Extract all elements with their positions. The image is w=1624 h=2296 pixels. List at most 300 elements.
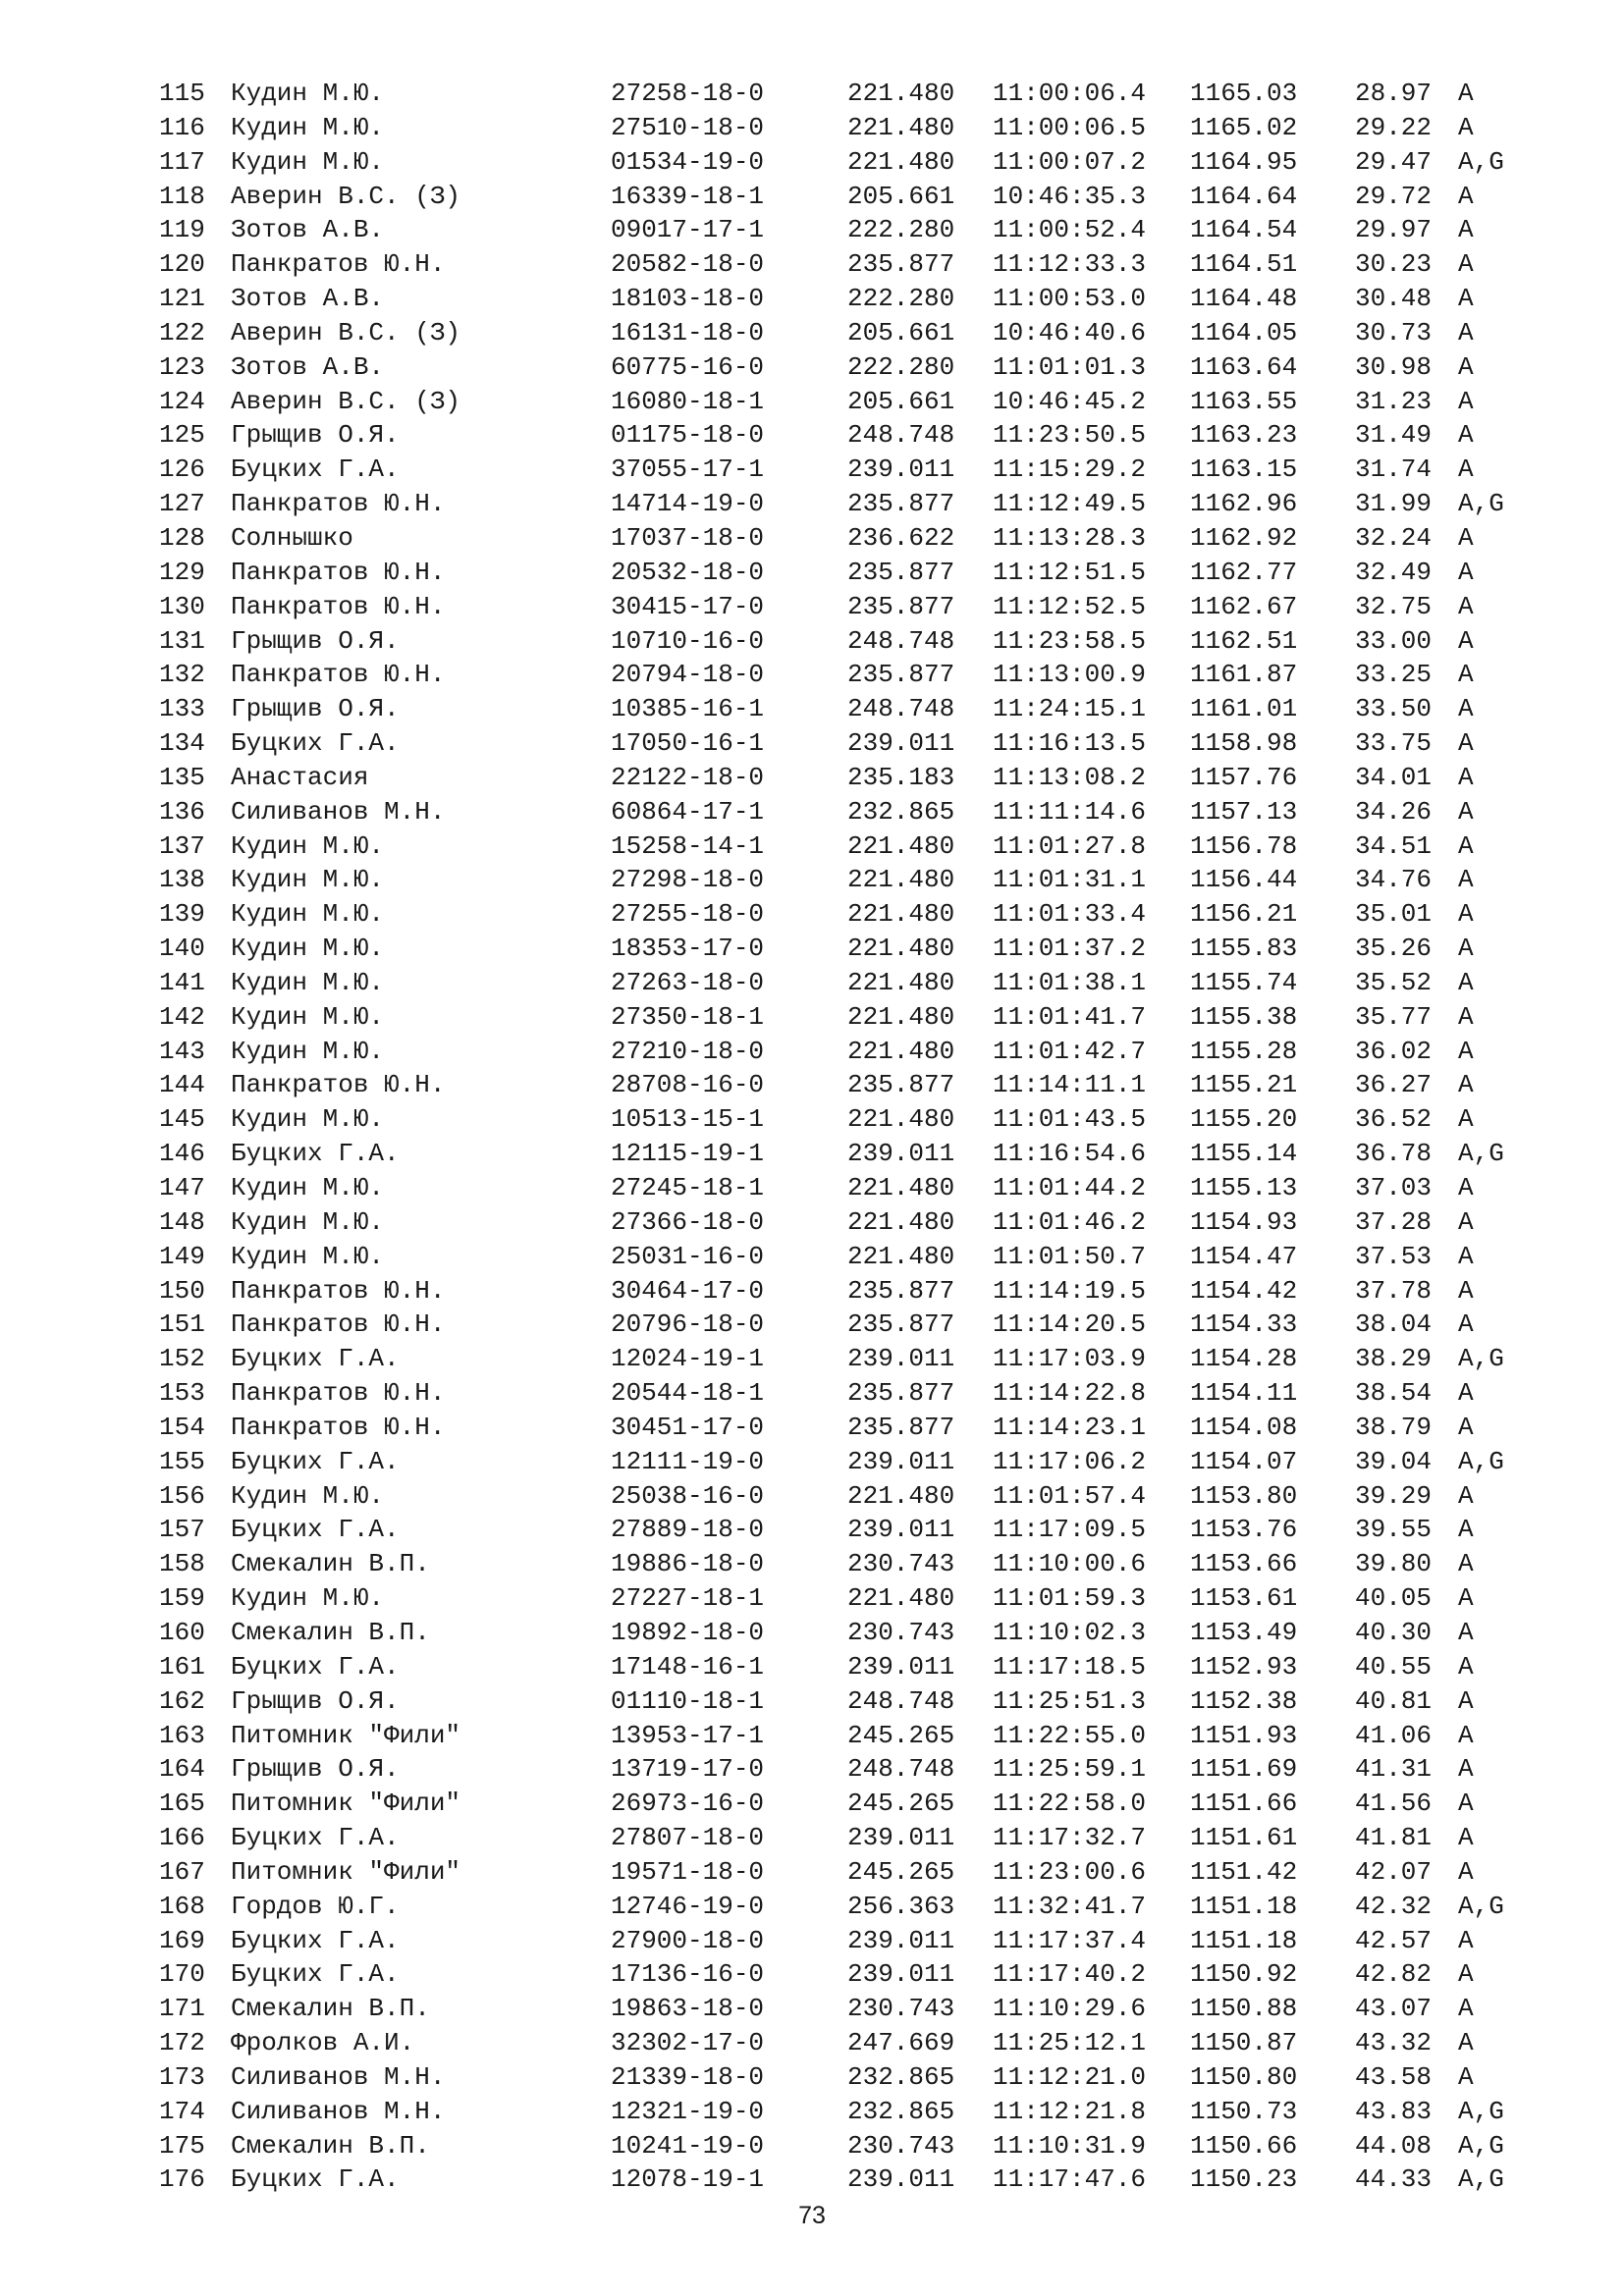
distance: 235.877 [847, 249, 955, 280]
arrival-time: 11:00:53.0 [993, 284, 1147, 314]
ring-number: 27227-18-1 [611, 1583, 765, 1614]
speed: 1150.73 [1190, 2096, 1298, 2126]
flags: A [1458, 1823, 1474, 1853]
place-number: 122 [159, 317, 205, 347]
arrival-time: 11:17:03.9 [993, 1344, 1147, 1374]
fancier-name: Панкратов Ю.Н. [231, 1070, 446, 1100]
speed: 1154.42 [1190, 1275, 1298, 1306]
speed: 1150.92 [1190, 1959, 1298, 1990]
points: 34.26 [1355, 796, 1433, 827]
place-number: 116 [159, 112, 205, 142]
arrival-time: 11:14:19.5 [993, 1275, 1147, 1306]
distance: 248.748 [847, 625, 955, 656]
speed: 1156.44 [1190, 865, 1298, 895]
ring-number: 17050-16-1 [611, 728, 765, 759]
speed: 1163.15 [1190, 454, 1298, 485]
fancier-name: Грыщив О.Я. [231, 694, 400, 724]
points: 38.54 [1355, 1378, 1433, 1409]
distance: 239.011 [847, 1344, 955, 1374]
speed: 1152.93 [1190, 1651, 1298, 1682]
table-row [0, 282, 1624, 316]
distance: 235.877 [847, 557, 955, 587]
table-row [0, 521, 1624, 556]
speed: 1164.51 [1190, 249, 1298, 280]
distance: 221.480 [847, 146, 955, 177]
table-row [0, 418, 1624, 453]
points: 42.07 [1355, 1856, 1433, 1887]
table-row [0, 1479, 1624, 1514]
arrival-time: 11:17:09.5 [993, 1515, 1147, 1545]
table-row [0, 1000, 1624, 1035]
speed: 1151.61 [1190, 1823, 1298, 1853]
arrival-time: 11:00:52.4 [993, 215, 1147, 245]
speed: 1154.28 [1190, 1344, 1298, 1374]
fancier-name: Кудин М.Ю. [231, 934, 385, 964]
distance: 248.748 [847, 1685, 955, 1716]
arrival-time: 11:22:58.0 [993, 1789, 1147, 1819]
points: 29.22 [1355, 112, 1433, 142]
arrival-time: 11:10:29.6 [993, 1994, 1147, 2024]
flags: A [1458, 967, 1474, 997]
points: 44.08 [1355, 2130, 1433, 2161]
flags: A,G [1458, 146, 1504, 177]
arrival-time: 10:46:45.2 [993, 386, 1147, 416]
ring-number: 25031-16-0 [611, 1241, 765, 1271]
speed: 1154.07 [1190, 1446, 1298, 1476]
flags: A [1458, 694, 1474, 724]
points: 38.79 [1355, 1412, 1433, 1442]
distance: 232.865 [847, 2096, 955, 2126]
table-row [0, 1890, 1624, 1924]
place-number: 121 [159, 284, 205, 314]
flags: A [1458, 1720, 1474, 1750]
place-number: 151 [159, 1309, 205, 1340]
speed: 1153.49 [1190, 1617, 1298, 1647]
place-number: 123 [159, 351, 205, 382]
place-number: 136 [159, 796, 205, 827]
ring-number: 27255-18-0 [611, 899, 765, 930]
distance: 245.265 [847, 1856, 955, 1887]
fancier-name: Грыщив О.Я. [231, 1754, 400, 1785]
place-number: 133 [159, 694, 205, 724]
fancier-name: Кудин М.Ю. [231, 830, 385, 861]
table-row [0, 1719, 1624, 1753]
table-row [0, 1035, 1624, 1069]
speed: 1156.78 [1190, 830, 1298, 861]
place-number: 120 [159, 249, 205, 280]
ring-number: 12024-19-1 [611, 1344, 765, 1374]
speed: 1154.93 [1190, 1206, 1298, 1237]
distance: 205.661 [847, 181, 955, 211]
ring-number: 20582-18-0 [611, 249, 765, 280]
distance: 221.480 [847, 1173, 955, 1202]
table-row [0, 2129, 1624, 2163]
distance: 221.480 [847, 967, 955, 997]
fancier-name: Смекалин В.П. [231, 1549, 430, 1579]
speed: 1155.13 [1190, 1173, 1298, 1202]
place-number: 172 [159, 2028, 205, 2058]
distance: 235.877 [847, 591, 955, 621]
ring-number: 27807-18-0 [611, 1823, 765, 1853]
fancier-name: Кудин М.Ю. [231, 1480, 385, 1511]
speed: 1153.80 [1190, 1480, 1298, 1511]
table-row [0, 1957, 1624, 1992]
table-row [0, 1924, 1624, 1958]
distance: 239.011 [847, 1925, 955, 1955]
points: 39.55 [1355, 1515, 1433, 1545]
points: 31.74 [1355, 454, 1433, 485]
flags: A [1458, 1173, 1474, 1202]
ring-number: 27298-18-0 [611, 865, 765, 895]
fancier-name: Солнышко [231, 522, 353, 553]
place-number: 144 [159, 1070, 205, 1100]
flags: A [1458, 660, 1474, 690]
arrival-time: 11:15:29.2 [993, 454, 1147, 485]
speed: 1162.92 [1190, 522, 1298, 553]
speed: 1150.88 [1190, 1994, 1298, 2024]
flags: A [1458, 1275, 1474, 1306]
flags: A [1458, 351, 1474, 382]
table-row [0, 2163, 1624, 2197]
ring-number: 20794-18-0 [611, 660, 765, 690]
table-row [0, 2060, 1624, 2095]
points: 36.27 [1355, 1070, 1433, 1100]
flags: A [1458, 1241, 1474, 1271]
flags: A [1458, 1070, 1474, 1100]
speed: 1162.96 [1190, 489, 1298, 519]
fancier-name: Анастасия [231, 762, 369, 792]
distance: 235.877 [847, 1275, 955, 1306]
points: 31.99 [1355, 489, 1433, 519]
arrival-time: 11:01:43.5 [993, 1104, 1147, 1135]
ring-number: 27366-18-0 [611, 1206, 765, 1237]
flags: A [1458, 522, 1474, 553]
flags: A [1458, 1412, 1474, 1442]
ring-number: 21339-18-0 [611, 2061, 765, 2092]
arrival-time: 11:01:41.7 [993, 1001, 1147, 1032]
fancier-name: Силиванов М.Н. [231, 796, 446, 827]
speed: 1161.87 [1190, 660, 1298, 690]
place-number: 164 [159, 1754, 205, 1785]
page-number: 73 [798, 2202, 826, 2229]
distance: 205.661 [847, 317, 955, 347]
flags: A [1458, 1651, 1474, 1682]
distance: 232.865 [847, 2061, 955, 2092]
table-row [0, 1684, 1624, 1719]
points: 29.72 [1355, 181, 1433, 211]
arrival-time: 11:16:13.5 [993, 728, 1147, 759]
table-row [0, 658, 1624, 692]
fancier-name: Кудин М.Ю. [231, 146, 385, 177]
table-row [0, 726, 1624, 761]
fancier-name: Панкратов Ю.Н. [231, 1378, 446, 1409]
points: 39.04 [1355, 1446, 1433, 1476]
distance: 235.877 [847, 489, 955, 519]
flags: A,G [1458, 489, 1504, 519]
fancier-name: Смекалин В.П. [231, 1994, 430, 2024]
arrival-time: 11:17:18.5 [993, 1651, 1147, 1682]
fancier-name: Фролков А.И. [231, 2028, 415, 2058]
flags: A [1458, 1959, 1474, 1990]
fancier-name: Аверин В.С. (З) [231, 181, 461, 211]
distance: 235.877 [847, 1070, 955, 1100]
points: 35.01 [1355, 899, 1433, 930]
speed: 1152.38 [1190, 1685, 1298, 1716]
flags: A [1458, 1856, 1474, 1887]
distance: 245.265 [847, 1789, 955, 1819]
fancier-name: Смекалин В.П. [231, 2130, 430, 2161]
points: 40.30 [1355, 1617, 1433, 1647]
place-number: 139 [159, 899, 205, 930]
arrival-time: 11:10:00.6 [993, 1549, 1147, 1579]
table-row [0, 1308, 1624, 1342]
points: 40.05 [1355, 1583, 1433, 1614]
ring-number: 16080-18-1 [611, 386, 765, 416]
arrival-time: 11:23:58.5 [993, 625, 1147, 656]
arrival-time: 11:17:37.4 [993, 1925, 1147, 1955]
points: 41.31 [1355, 1754, 1433, 1785]
distance: 239.011 [847, 1959, 955, 1990]
table-row [0, 1992, 1624, 2026]
place-number: 169 [159, 1925, 205, 1955]
points: 32.75 [1355, 591, 1433, 621]
flags: A [1458, 2061, 1474, 2092]
place-number: 171 [159, 1994, 205, 2024]
points: 34.01 [1355, 762, 1433, 792]
points: 36.52 [1355, 1104, 1433, 1135]
distance: 256.363 [847, 1891, 955, 1921]
arrival-time: 11:24:15.1 [993, 694, 1147, 724]
place-number: 146 [159, 1139, 205, 1169]
fancier-name: Питомник "Фили" [231, 1789, 461, 1819]
points: 32.49 [1355, 557, 1433, 587]
fancier-name: Кудин М.Ю. [231, 865, 385, 895]
ring-number: 19886-18-0 [611, 1549, 765, 1579]
place-number: 153 [159, 1378, 205, 1409]
points: 40.81 [1355, 1685, 1433, 1716]
ring-number: 28708-16-0 [611, 1070, 765, 1100]
flags: A [1458, 728, 1474, 759]
arrival-time: 11:17:40.2 [993, 1959, 1147, 1990]
flags: A,G [1458, 1891, 1504, 1921]
arrival-time: 11:00:06.5 [993, 112, 1147, 142]
speed: 1165.02 [1190, 112, 1298, 142]
speed: 1164.05 [1190, 317, 1298, 347]
speed: 1161.01 [1190, 694, 1298, 724]
place-number: 149 [159, 1241, 205, 1271]
flags: A [1458, 1515, 1474, 1545]
place-number: 154 [159, 1412, 205, 1442]
table-row [0, 1411, 1624, 1445]
distance: 221.480 [847, 934, 955, 964]
table-row [0, 453, 1624, 487]
ring-number: 19863-18-0 [611, 1994, 765, 2024]
speed: 1156.21 [1190, 899, 1298, 930]
points: 29.47 [1355, 146, 1433, 177]
ring-number: 20544-18-1 [611, 1378, 765, 1409]
ring-number: 27510-18-0 [611, 112, 765, 142]
speed: 1163.55 [1190, 386, 1298, 416]
ring-number: 17136-16-0 [611, 1959, 765, 1990]
fancier-name: Буцких Г.А. [231, 1925, 400, 1955]
ring-number: 30415-17-0 [611, 591, 765, 621]
table-row [0, 2026, 1624, 2060]
arrival-time: 11:13:08.2 [993, 762, 1147, 792]
speed: 1150.66 [1190, 2130, 1298, 2161]
points: 42.82 [1355, 1959, 1433, 1990]
place-number: 119 [159, 215, 205, 245]
ring-number: 09017-17-1 [611, 215, 765, 245]
speed: 1164.95 [1190, 146, 1298, 177]
place-number: 152 [159, 1344, 205, 1374]
place-number: 159 [159, 1583, 205, 1614]
flags: A,G [1458, 1344, 1504, 1374]
ring-number: 27350-18-1 [611, 1001, 765, 1032]
arrival-time: 11:01:44.2 [993, 1173, 1147, 1202]
distance: 235.183 [847, 762, 955, 792]
points: 33.50 [1355, 694, 1433, 724]
ring-number: 27245-18-1 [611, 1173, 765, 1202]
place-number: 134 [159, 728, 205, 759]
points: 33.00 [1355, 625, 1433, 656]
fancier-name: Питомник "Фили" [231, 1720, 461, 1750]
flags: A [1458, 1549, 1474, 1579]
points: 30.48 [1355, 284, 1433, 314]
table-row [0, 1547, 1624, 1581]
table-row [0, 213, 1624, 247]
speed: 1151.18 [1190, 1925, 1298, 1955]
speed: 1154.33 [1190, 1309, 1298, 1340]
ring-number: 01175-18-0 [611, 420, 765, 451]
speed: 1151.93 [1190, 1720, 1298, 1750]
points: 42.57 [1355, 1925, 1433, 1955]
flags: A,G [1458, 2130, 1504, 2161]
speed: 1155.21 [1190, 1070, 1298, 1100]
arrival-time: 11:01:01.3 [993, 351, 1147, 382]
fancier-name: Панкратов Ю.Н. [231, 1275, 446, 1306]
table-row [0, 247, 1624, 282]
flags: A [1458, 1925, 1474, 1955]
points: 43.07 [1355, 1994, 1433, 2024]
speed: 1164.54 [1190, 215, 1298, 245]
fancier-name: Силиванов М.Н. [231, 2061, 446, 2092]
fancier-name: Аверин В.С. (З) [231, 317, 461, 347]
flags: A [1458, 317, 1474, 347]
table-row [0, 1068, 1624, 1102]
flags: A [1458, 899, 1474, 930]
place-number: 166 [159, 1823, 205, 1853]
table-row [0, 2095, 1624, 2129]
distance: 221.480 [847, 1206, 955, 1237]
ring-number: 01110-18-1 [611, 1685, 765, 1716]
flags: A [1458, 1036, 1474, 1066]
fancier-name: Кудин М.Ю. [231, 1001, 385, 1032]
fancier-name: Буцких Г.А. [231, 1959, 400, 1990]
arrival-time: 11:13:28.3 [993, 522, 1147, 553]
distance: 248.748 [847, 420, 955, 451]
place-number: 173 [159, 2061, 205, 2092]
place-number: 150 [159, 1275, 205, 1306]
speed: 1153.76 [1190, 1515, 1298, 1545]
flags: A,G [1458, 2164, 1504, 2195]
speed: 1155.28 [1190, 1036, 1298, 1066]
points: 41.56 [1355, 1789, 1433, 1819]
speed: 1164.64 [1190, 181, 1298, 211]
fancier-name: Буцких Г.А. [231, 1139, 400, 1169]
distance: 239.011 [847, 454, 955, 485]
table-row [0, 1376, 1624, 1411]
table-row [0, 316, 1624, 350]
ring-number: 10385-16-1 [611, 694, 765, 724]
distance: 221.480 [847, 899, 955, 930]
arrival-time: 11:12:21.8 [993, 2096, 1147, 2126]
arrival-time: 11:01:46.2 [993, 1206, 1147, 1237]
table-row [0, 1855, 1624, 1890]
ring-number: 26973-16-0 [611, 1789, 765, 1819]
table-row [0, 145, 1624, 180]
ring-number: 30464-17-0 [611, 1275, 765, 1306]
flags: A [1458, 1480, 1474, 1511]
arrival-time: 11:01:50.7 [993, 1241, 1147, 1271]
points: 32.24 [1355, 522, 1433, 553]
arrival-time: 11:25:51.3 [993, 1685, 1147, 1716]
fancier-name: Питомник "Фили" [231, 1856, 461, 1887]
points: 29.97 [1355, 215, 1433, 245]
table-row [0, 966, 1624, 1000]
flags: A [1458, 1206, 1474, 1237]
distance: 239.011 [847, 2164, 955, 2195]
distance: 230.743 [847, 1549, 955, 1579]
distance: 239.011 [847, 1139, 955, 1169]
arrival-time: 11:25:59.1 [993, 1754, 1147, 1785]
distance: 230.743 [847, 2130, 955, 2161]
distance: 236.622 [847, 522, 955, 553]
ring-number: 60775-16-0 [611, 351, 765, 382]
table-row [0, 590, 1624, 624]
flags: A [1458, 762, 1474, 792]
distance: 239.011 [847, 1515, 955, 1545]
arrival-time: 11:14:11.1 [993, 1070, 1147, 1100]
fancier-name: Зотов А.В. [231, 351, 385, 382]
place-number: 140 [159, 934, 205, 964]
speed: 1154.11 [1190, 1378, 1298, 1409]
points: 37.53 [1355, 1241, 1433, 1271]
table-row [0, 180, 1624, 214]
table-row [0, 1205, 1624, 1240]
ring-number: 27263-18-0 [611, 967, 765, 997]
flags: A [1458, 934, 1474, 964]
flags: A [1458, 830, 1474, 861]
fancier-name: Кудин М.Ю. [231, 1173, 385, 1202]
ring-number: 10710-16-0 [611, 625, 765, 656]
speed: 1162.51 [1190, 625, 1298, 656]
place-number: 137 [159, 830, 205, 861]
fancier-name: Аверин В.С. (З) [231, 386, 461, 416]
points: 41.81 [1355, 1823, 1433, 1853]
place-number: 115 [159, 79, 205, 108]
flags: A [1458, 1994, 1474, 2024]
speed: 1158.98 [1190, 728, 1298, 759]
table-row [0, 1342, 1624, 1376]
arrival-time: 11:23:00.6 [993, 1856, 1147, 1887]
table-row [0, 897, 1624, 932]
fancier-name: Панкратов Ю.Н. [231, 1412, 446, 1442]
ring-number: 25038-16-0 [611, 1480, 765, 1511]
distance: 221.480 [847, 1001, 955, 1032]
speed: 1157.76 [1190, 762, 1298, 792]
place-number: 174 [159, 2096, 205, 2126]
place-number: 130 [159, 591, 205, 621]
